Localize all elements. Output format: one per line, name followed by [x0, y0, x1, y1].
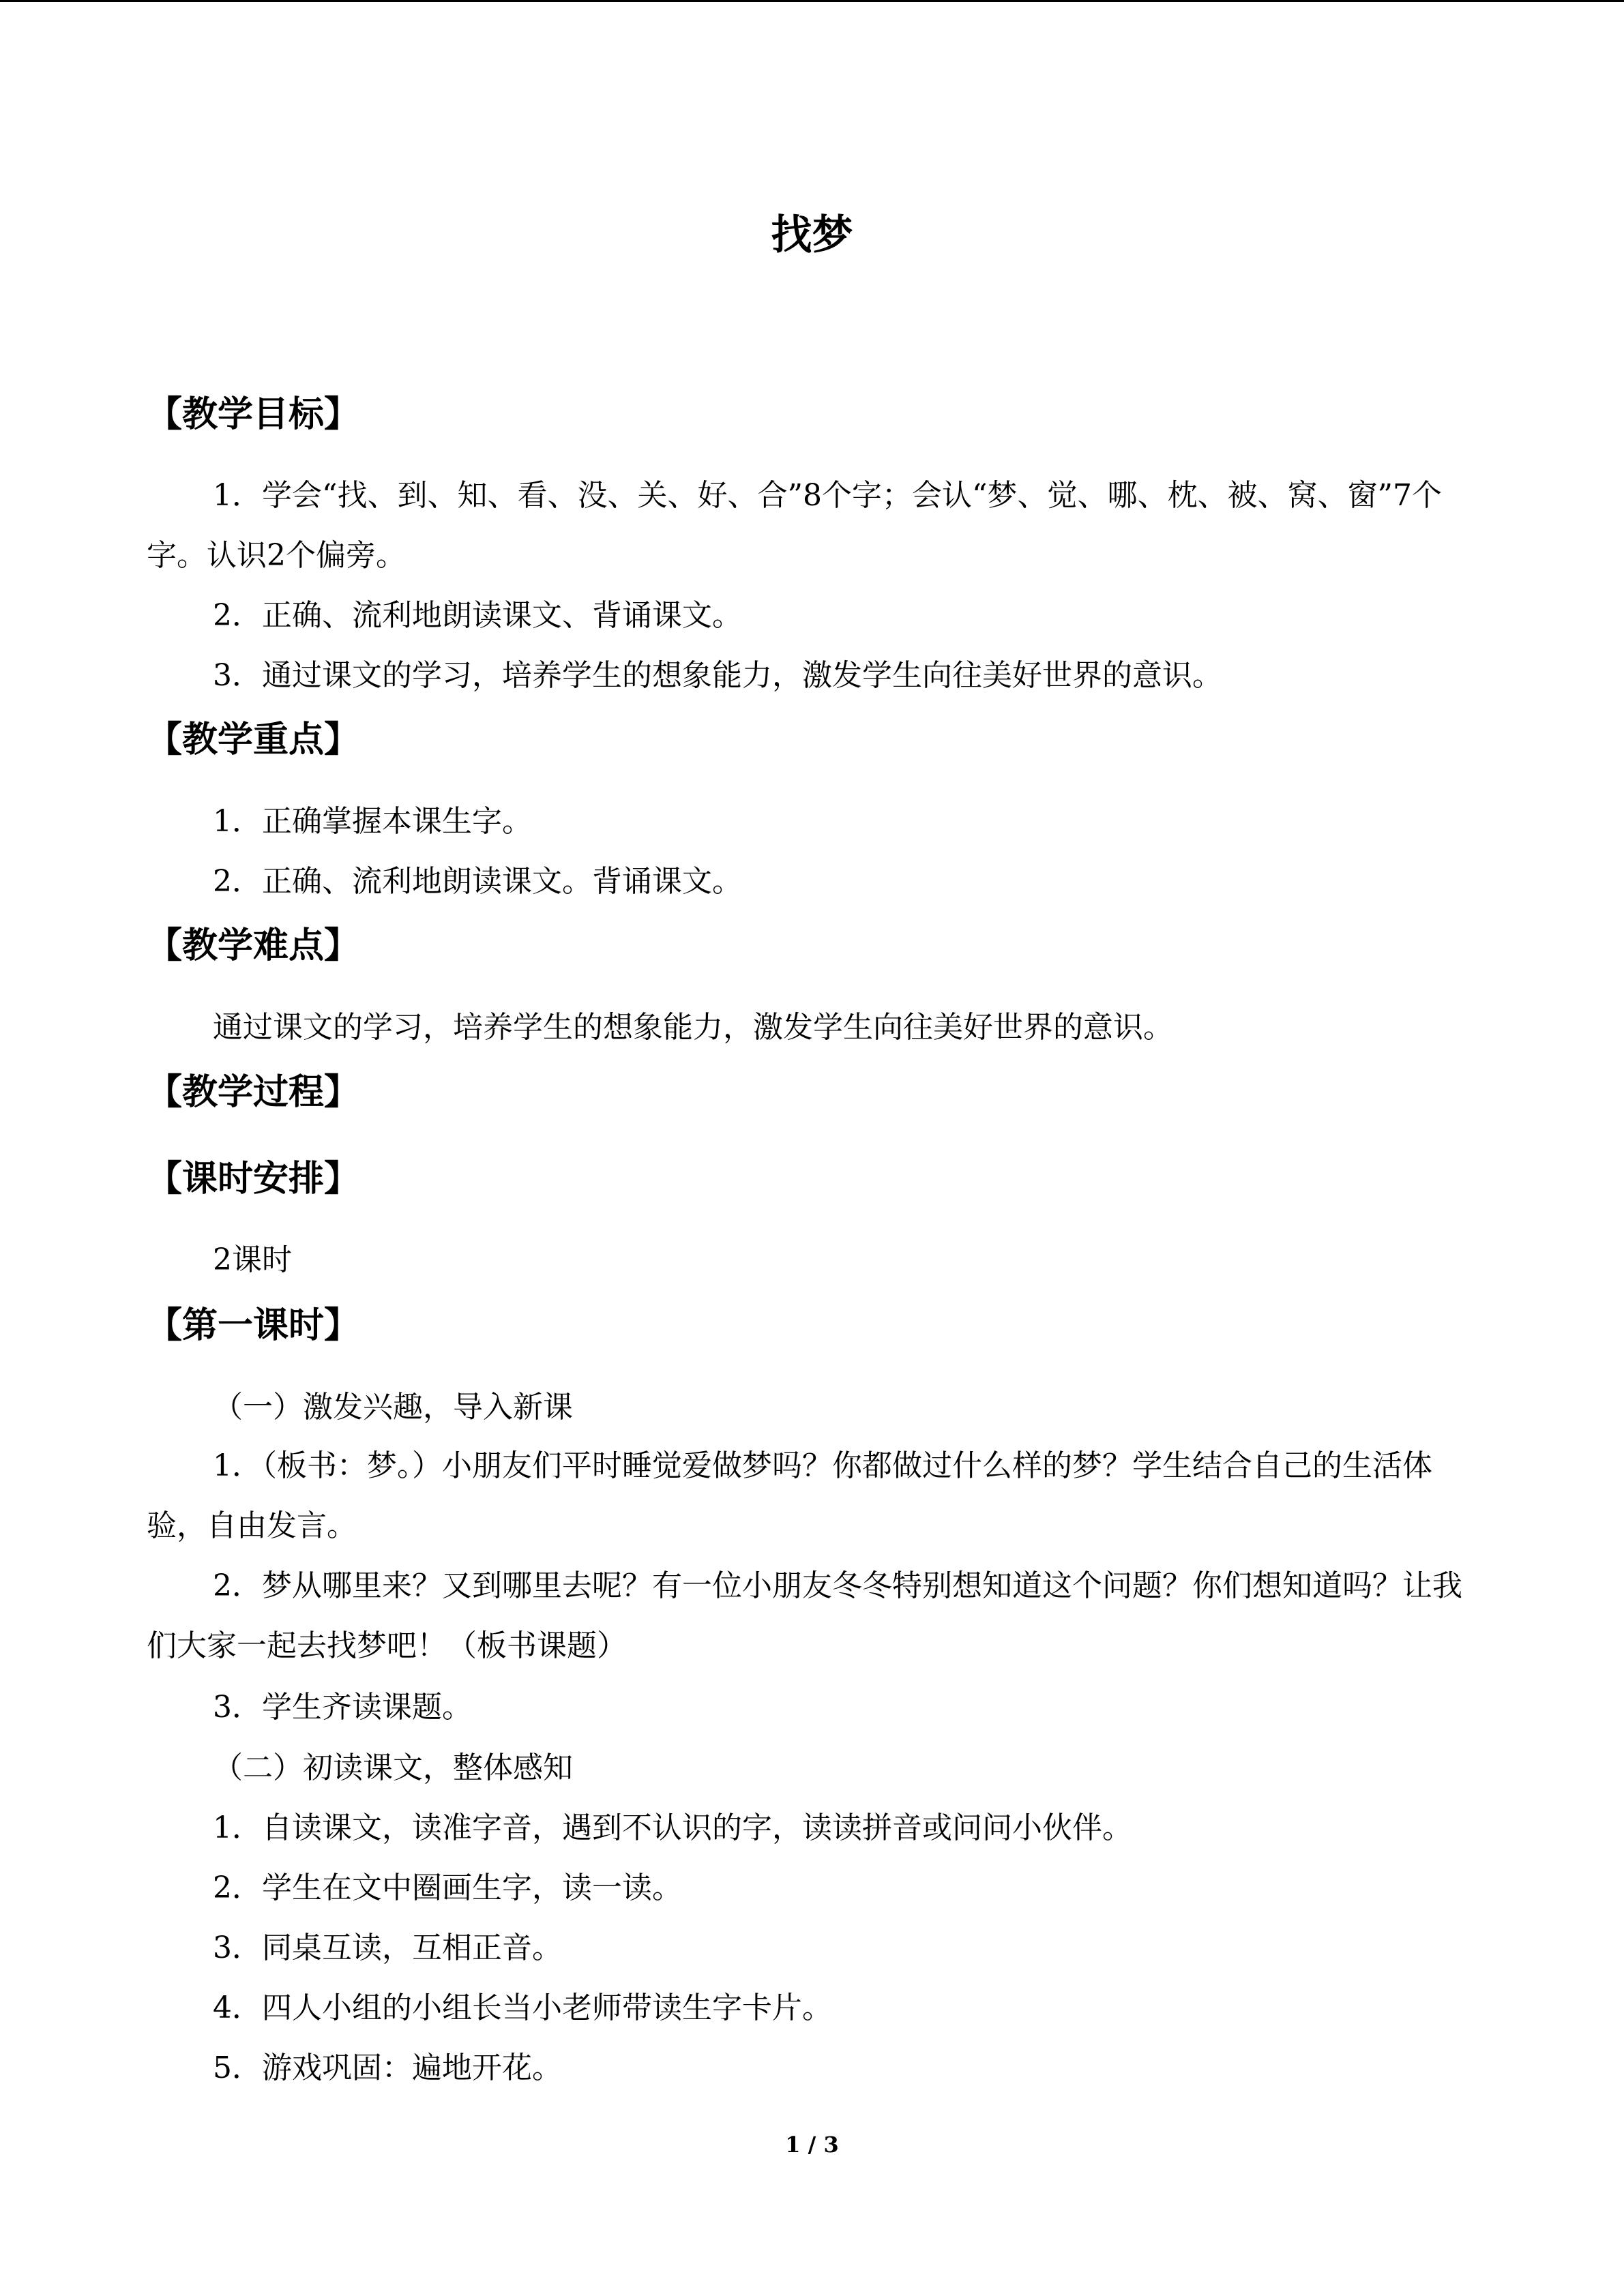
heading-difficulties: 【教学难点】: [147, 925, 360, 966]
part1-item-3: 3．学生齐读课题。: [213, 1690, 472, 1725]
part2-item-4: 4．四人小组的小组长当小老师带读生字卡片。: [213, 1991, 832, 2025]
part2-item-1: 1．自读课文，读准字音，遇到不认识的字，读读拼音或问问小伙伴。: [213, 1810, 1132, 1845]
key-point-item-2: 2．正确、流利地朗读课文。背诵课文。: [213, 864, 742, 899]
part2-item-3: 3．同桌互读，互相正音。: [213, 1930, 562, 1965]
page-number: 1 / 3: [785, 2132, 839, 2158]
difficulty-item-1: 通过课文的学习，培养学生的想象能力，激发学生向往美好世界的意识。: [213, 1010, 1173, 1045]
heading-objectives: 【教学目标】: [147, 394, 360, 435]
part2-item-5: 5．游戏巩固：遍地开花。: [213, 2051, 562, 2085]
heading-key-points: 【教学重点】: [147, 719, 360, 760]
objective-item-2: 2．正确、流利地朗读课文、背诵课文。: [213, 598, 742, 633]
part2-title: （二）初读课文，整体感知: [213, 1750, 573, 1785]
part2-item-2: 2．学生在文中圈画生字，读一读。: [213, 1870, 682, 1905]
schedule-item-1: 2课时: [213, 1242, 292, 1277]
objective-item-3: 3．通过课文的学习，培养学生的想象能力，激发学生向往美好世界的意识。: [213, 658, 1222, 693]
part1-title: （一）激发兴趣，导入新课: [213, 1390, 573, 1425]
document-title: 找梦: [771, 211, 853, 259]
key-point-item-1: 1．正确掌握本课生字。: [213, 804, 532, 839]
heading-process: 【教学过程】: [147, 1072, 360, 1113]
heading-first-lesson: 【第一课时】: [147, 1305, 360, 1346]
heading-schedule: 【课时安排】: [147, 1159, 360, 1199]
part1-item-2: 2．梦从哪里来？又到哪里去呢？有一位小朋友冬冬特别想知道这个问题？你们想知道吗？让我们大家一起去找梦吧！（板书课题）: [147, 1568, 1462, 1663]
part1-item-1: 1．（板书：梦。）小朋友们平时睡觉爱做梦吗？你都做过什么样的梦？学生结合自己的生活体验，自由发言。: [147, 1448, 1432, 1543]
objective-item-1: 1．学会“找、到、知、看、没、关、好、合”8个字；会认“梦、觉、哪、枕、被、窝、窗”7个字。认识2个偏旁。: [147, 478, 1442, 573]
